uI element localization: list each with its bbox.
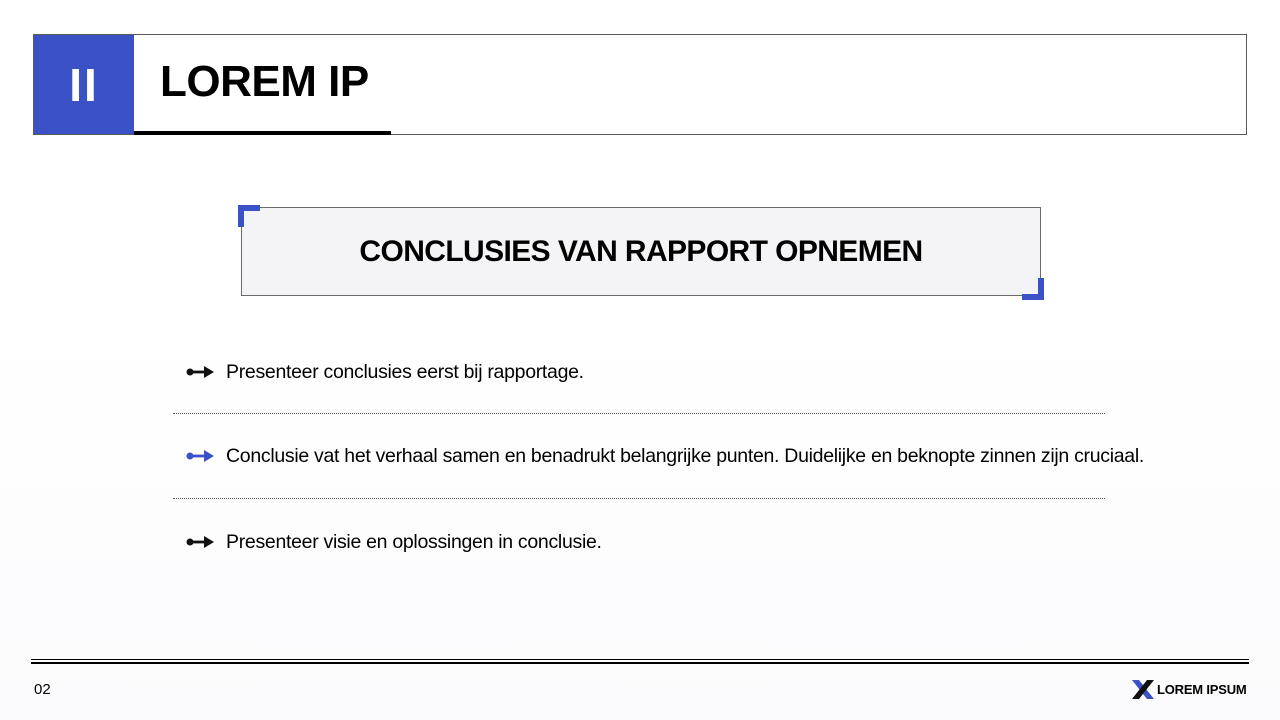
list-item [186, 357, 1186, 387]
header-bar [33, 34, 1247, 135]
divider [173, 413, 1105, 414]
list-item [186, 441, 1186, 471]
divider [173, 498, 1105, 499]
footer-rule [31, 662, 1249, 664]
page-title: LOREM IP [160, 57, 369, 106]
corner-accent-top-left [238, 205, 260, 227]
arrow-right-icon [186, 535, 214, 549]
list-item-text: Conclusie vat het verhaal samen en benadrukt belangrijke punten. Duidelijke en beknopte zinnen zijn cruciaal. [226, 444, 1144, 467]
logo-x-icon [1132, 680, 1154, 699]
corner-accent-bottom-right [1022, 278, 1044, 300]
list-item-text: Presenteer visie en oplossingen in conclusie. [226, 530, 602, 553]
footer-rule [31, 659, 1249, 660]
page-number: 02 [34, 681, 51, 698]
list-item [186, 527, 1186, 557]
title-underline [134, 131, 391, 135]
section-heading: CONCLUSIES VAN RAPPORT OPNEMEN [359, 234, 923, 268]
arrow-right-icon [186, 365, 214, 379]
footer-logo-text: LOREM IPSUM [1157, 682, 1247, 697]
section-number-badge: II [34, 35, 134, 134]
list-item-text: Presenteer conclusies eerst bij rapportage. [226, 360, 584, 383]
footer-logo [1132, 680, 1247, 699]
section-heading-box [241, 207, 1041, 296]
arrow-right-icon [186, 449, 214, 463]
